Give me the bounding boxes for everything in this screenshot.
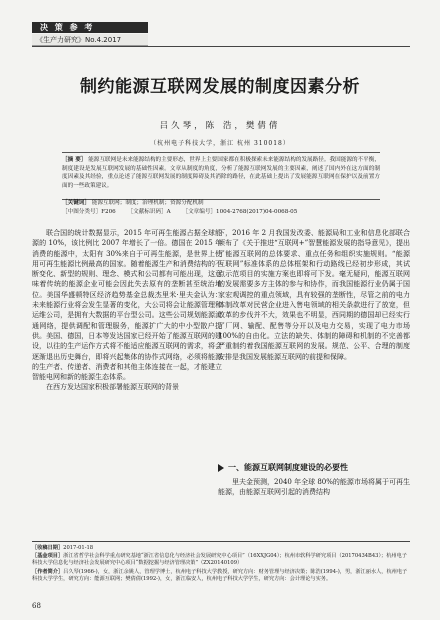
abstract-text: 能源互联网是未来能源结构的主要形态，世界上主要国家都在积极探索未来能源结构的发展路径。我国能源的不平衡，制度建设是发展互联网发展的基础性因素。文章从制度的角度，分析了能源互联网发展的主要因素，阐述了国内外在这方面的制度因素及其经验，重点论述了能源互联网发展的制度障碍及其消除的路径，在此基础上提出了发展能源互联网在保护以及前置方面的一些政策建议。 xyxy=(62,157,380,189)
document-code: ［文献标识码］A xyxy=(127,209,171,215)
footnote-received xyxy=(32,545,410,552)
journal-banner xyxy=(32,34,148,46)
section-heading xyxy=(218,462,410,474)
section-label: 决 策 参 考 xyxy=(40,23,95,32)
footnote-label: ［收稿日期］ xyxy=(32,545,64,551)
clc-code: ［中图分类号］F206 xyxy=(62,209,116,215)
section-heading-text: 一、能源互联网制度建设的必要性 xyxy=(228,463,348,472)
keywords xyxy=(62,199,380,207)
author-affiliation: （杭州电子科技大学，浙江 杭州 310018） xyxy=(150,140,290,147)
paragraph: 里夫金预测，2040 年全球 80%的能源市场将属于可再生能源，由能源互联网引起的消费结构 xyxy=(218,478,410,497)
right-column-continued xyxy=(218,477,410,498)
paragraph: 在西方发达国家积极部署能源互联网的背景 xyxy=(46,383,179,392)
abstract xyxy=(62,156,380,190)
footnote-funding xyxy=(32,553,410,568)
keywords-text: 能源互联网；制度；治理机制；资源分配机制 xyxy=(91,200,204,206)
article-authors: 吕久琴，陈 浩，樊倩倩 xyxy=(159,121,281,131)
article-number: ［文章编号］1004-2768(2017)04-0068-05 xyxy=(182,209,298,215)
article-title: 制约能源互联网发展的制度因素分析 xyxy=(80,77,360,97)
paragraph: 联合国的统计数据显示，2015 年可再生能源占据全球能源的 10%，该比例比 2007 年增长了一倍。德国在 2015 年消费的能源中，太阳有 30%来自于可再生能源，是世界上使用可再生能源比例最高的国家。随着能源生产和消费结构的不断变化、新型的规则、理念、模式和公司都有可能出现，这意味着传统的能源企业可能会因此失去原有的垄断甚至统治地位。美国华盛顿特区经济趋势基金总裁杰里米·里夫金认为：未来能源行业将会发生显著的变化，大公司将会让能源管理和运维公司，是拥有大数据的平台型公司。这些公司规划能源流通网络，提供调配和管理服务，能源扩广大的中小型散户提供。美国、德国，日本等发达国家已经开始了能源互联网的建设，以往的生产运作方式将不能适应能源互联网的需求，将会逐渐退出历史舞台，即将兴起集体的协作式网络，必须将能源的生产者、传递者、消费者和其他主体连接在一起，才能建立智能电网和新的能源生态体系。 xyxy=(32,229,222,382)
footnote-author-bio xyxy=(32,569,410,584)
paragraph: 下，2016 年 2 月我国发改委、能源局和工业和信息化部联合颁布了《关于推进“互联网+”智慧能源发展的指导意见》，提出了能源互联网的总体要求、重点任务和组织实施规则。“能源互联网”标准体系的总体框架和行动路线已经初步形成，其试点示范项目的实施方案也即将可下发。毫无疑问，能源互联网的发展需要多方主体的参与和协作，而我国能源行业仍属于国家宏观调控的重点领域，具有较强的垄断性，尽管之前的电力体制改革对民营企业进入售电领域的相关条款进行了放宽，但改革的步伐并不大，效果也不明显，西同期的德国却已经实行了厂网、输配、配售等分开以及电力交易，实现了电力市场 100%的自由化。立法的缺失、体制的障碍和机制的不完善都严重制约着我国能源互联网的发展。规范、公平、合理的制度安排是我国发展能源互联网的前提和保障。 xyxy=(218,229,410,361)
page-number: 68 xyxy=(32,602,41,610)
keywords-label: ［关键词］ xyxy=(62,200,90,206)
classification-line xyxy=(62,208,380,216)
header-divider xyxy=(32,46,410,47)
right-column xyxy=(218,228,410,362)
footnote-text: 吕久琴(1966-)，女，浙江余姚人，管理学博士，杭州电子科技大学教授，研究方向：财务管理与经济决策；陈浩(1994-)，男，浙江丽水人，杭州电子科技大学学生，研究方向：能源互联网；樊倩倩(1992-)，女，浙江临安人，杭州电子科技大学学生，研究方向：会计理论与实务。 xyxy=(32,569,408,583)
triangle-bullet-icon xyxy=(218,464,224,472)
left-column xyxy=(32,228,222,393)
journal-label: 《生产力研究》No.4.2017 xyxy=(36,36,122,44)
footnote-label: ［作者简介］ xyxy=(32,569,64,575)
footnote-text: 浙江省哲学社会科学重点研究基地“浙江省信息化与经济社会发展研究中心项目”（16XXJG04）；杭州市软科学研究项目（20170434B43）；杭州电子科技大学信息化与经济社会发展研究中心项目“数据挖掘与经济管理决策”（ZX20140109） xyxy=(32,553,407,567)
footnote-label: ［基金项目］ xyxy=(32,553,64,559)
footnote-text: 2017-01-18 xyxy=(63,545,94,551)
abstract-label: ［摘 要］ xyxy=(62,157,87,163)
footnote-divider xyxy=(32,541,410,542)
